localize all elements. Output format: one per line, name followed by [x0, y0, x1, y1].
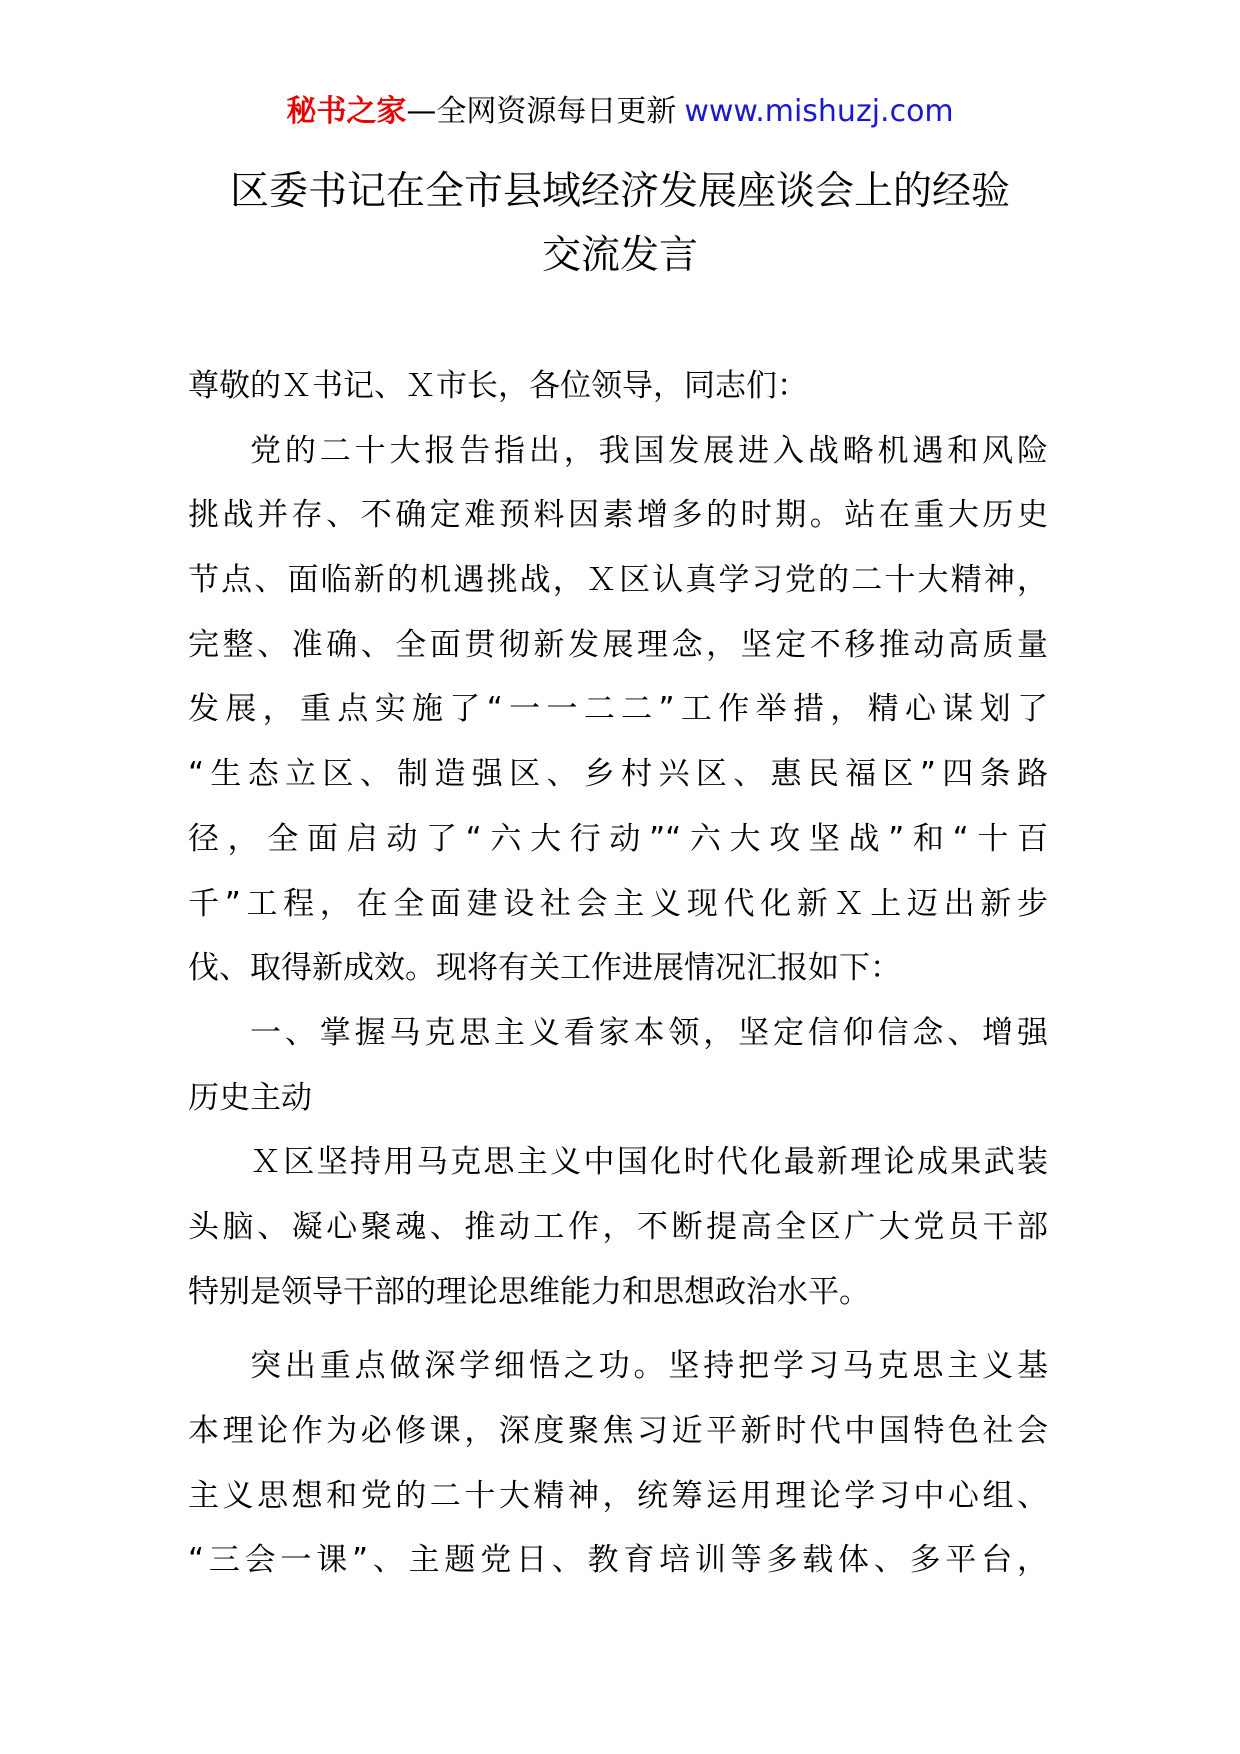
title-line-1: 区委书记在全市县域经济发展座谈会上的经验	[229, 169, 1010, 214]
body-line: 本理论作为必修课，深度聚焦习近平新时代中国特色社会	[188, 1413, 1048, 1449]
site-banner	[0, 92, 1240, 132]
body-line: 千”工程，在全面建设社会主义现代化新Ｘ上迈出新步	[188, 885, 1048, 922]
body-line: 突出重点做深学细悟之功。坚持把学习马克思主义基	[250, 1348, 1048, 1385]
document-body	[188, 354, 1048, 1593]
title-line-2: 交流发言	[541, 233, 698, 278]
banner-url-link[interactable]: www.mishuzj.com	[684, 94, 954, 129]
salutation-line: 尊敬的Ｘ书记、Ｘ市长，各位领导，同志们：	[188, 368, 808, 404]
body-line: “三会一课”、主题党日、教育培训等多载体、多平台，	[188, 1542, 1048, 1579]
body-line: 主义思想和党的二十大精神，统筹运用理论学习中心组、	[188, 1477, 1048, 1514]
body-line: 党的二十大报告指出，我国发展进入战略机遇和风险	[250, 432, 1048, 469]
body-line: Ｘ区坚持用马克思主义中国化时代化最新理论成果武装	[250, 1144, 1048, 1181]
body-line: 头脑、凝心聚魂、推动工作，不断提高全区广大党员干部	[188, 1208, 1048, 1245]
document-title	[180, 160, 1060, 288]
section-heading-line: 一、掌握马克思主义看家本领，坚定信仰信念、增强	[250, 1014, 1048, 1051]
banner-tagline: —全网资源每日更新	[406, 94, 677, 129]
section-heading-line: 历史主动	[188, 1079, 312, 1116]
banner-brand: 秘书之家	[286, 94, 407, 129]
body-line: 节点、面临新的机遇挑战，Ｘ区认真学习党的二十大精神，	[188, 562, 1048, 599]
body-line: 特别是领导干部的理论思维能力和思想政治水平。	[188, 1273, 870, 1310]
body-line: “生态立区、制造强区、乡村兴区、惠民福区”四条路	[188, 756, 1048, 793]
body-line: 发展，重点实施了“一一二二”工作举措，精心谋划了	[188, 691, 1048, 728]
body-line: 完整、准确、全面贯彻新发展理念，坚定不移推动高质量	[188, 626, 1048, 663]
body-line: 径，全面启动了“六大行动”“六大攻坚战”和“十百	[188, 820, 1048, 857]
body-line: 伐、取得新成效。现将有关工作进展情况汇报如下：	[188, 950, 901, 987]
body-line: 挑战并存、不确定难预料因素增多的时期。站在重大历史	[188, 497, 1048, 534]
